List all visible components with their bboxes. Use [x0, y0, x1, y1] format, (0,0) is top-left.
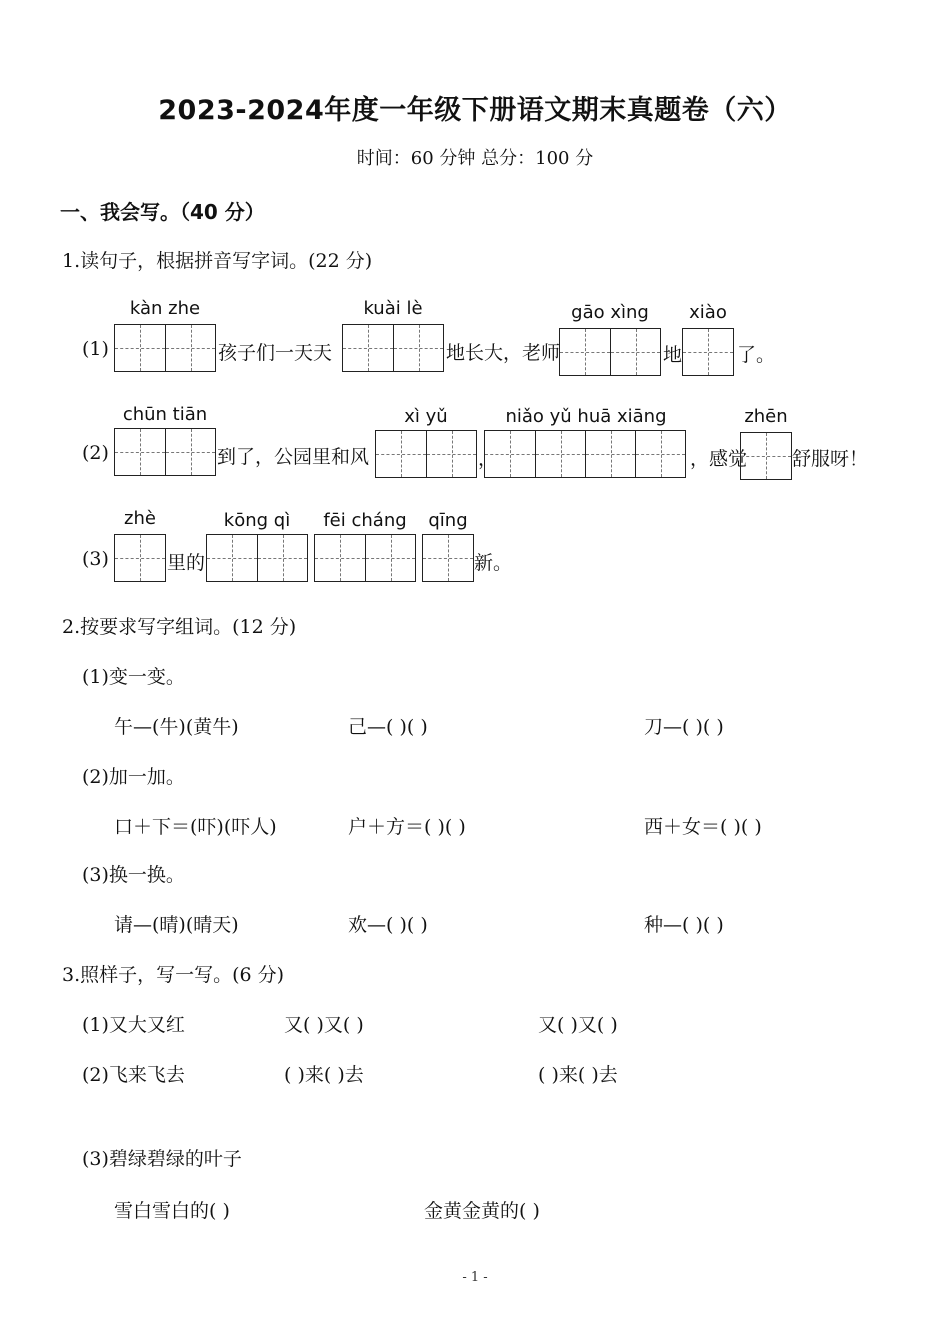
q2-r2-item-1: 口＋下＝(吓)(吓人) — [114, 816, 277, 838]
q1-s2-text-3: ，感觉 — [690, 448, 748, 470]
q1-s2-box-2[interactable] — [375, 430, 477, 478]
q1-s1-pinyin-1: kàn zhe — [129, 298, 201, 319]
q1-s2-pinyin-2: xì yǔ — [404, 406, 448, 427]
q3-sub-3: (3)碧绿碧绿的叶子 — [82, 1148, 242, 1170]
q2-r1-item-3[interactable]: 刀—( )( ) — [644, 716, 724, 738]
q3-r2-blank-1[interactable]: ( )来( )去 — [284, 1064, 364, 1086]
q2-r3-item-2[interactable]: 欢—( )( ) — [348, 914, 428, 936]
q1-s2-number: (2) — [82, 442, 109, 464]
q2-r3-item-1: 请—(晴)(晴天) — [114, 914, 239, 936]
q1-s3-text-1: 里的 — [167, 552, 206, 574]
q2-r3-item-3[interactable]: 种—( )( ) — [644, 914, 724, 936]
q1-s1-text-4: 了。 — [737, 344, 776, 366]
q2-sub-1: (1)变一变。 — [82, 666, 185, 688]
q1-s3-pinyin-4: qīng — [428, 510, 468, 531]
q1-s2-pinyin-1: chūn tiān — [122, 404, 208, 425]
page-title: 2023-2024年度一年级下册语文期末真题卷（六） — [158, 95, 792, 126]
q2-sub-2: (2)加一加。 — [82, 766, 185, 788]
q3-r3-blank-1[interactable]: 雪白雪白的( ) — [114, 1200, 230, 1222]
q1-s2-text-4: 舒服呀！ — [792, 448, 869, 470]
q2-sub-3: (3)换一换。 — [82, 864, 185, 886]
page-number: - 1 - — [462, 1270, 488, 1285]
q1-s2-box-4[interactable] — [740, 432, 792, 480]
q2-r1-item-2[interactable]: 己—( )( ) — [348, 716, 428, 738]
q3-r1-example: (1)又大又红 — [82, 1014, 185, 1036]
q1-s1-text-1: 孩子们一天天 — [218, 342, 333, 364]
q1-s2-box-1[interactable] — [114, 428, 216, 476]
q1-s3-box-2[interactable] — [206, 534, 308, 582]
q1-s1-text-3: 地 — [663, 344, 683, 366]
q1-s1-box-3[interactable] — [559, 328, 661, 376]
q2-r2-item-3[interactable]: 西＋女＝( )( ) — [644, 816, 762, 838]
q1-s1-box-4[interactable] — [682, 328, 734, 376]
q1-s2-box-3[interactable] — [484, 430, 686, 478]
q1-s3-pinyin-2: kōng qì — [223, 510, 291, 531]
q1-s1-box-1[interactable] — [114, 324, 216, 372]
q1-s3-box-1[interactable] — [114, 534, 166, 582]
q1-s2-pinyin-4: zhēn — [744, 406, 788, 427]
q1-s1-pinyin-2: kuài lè — [363, 298, 423, 319]
section-1-heading: 一、我会写。（40 分） — [60, 200, 265, 224]
q1-s1-text-2: 地长大，老师 — [446, 342, 561, 364]
q3-r1-blank-2[interactable]: 又( )又( ) — [538, 1014, 618, 1036]
q1-s3-box-4[interactable] — [422, 534, 474, 582]
exam-meta: 时间：60 分钟 总分：100 分 — [356, 148, 594, 169]
q2-r2-item-2[interactable]: 户＋方＝( )( ) — [348, 816, 466, 838]
q3-r2-blank-2[interactable]: ( )来( )去 — [538, 1064, 618, 1086]
q1-s3-pinyin-1: zhè — [124, 508, 156, 529]
q1-s1-pinyin-3: gāo xìng — [571, 302, 649, 323]
q1-s2-text-2: ， — [478, 448, 498, 470]
q3-r3-blank-2[interactable]: 金黄金黄的( ) — [424, 1200, 540, 1222]
q1-s3-box-3[interactable] — [314, 534, 416, 582]
q1-heading: 1.读句子，根据拼音写字词。(22 分) — [62, 250, 373, 272]
q1-s3-pinyin-3: fēi cháng — [323, 510, 407, 531]
q1-s1-box-2[interactable] — [342, 324, 444, 372]
q3-heading: 3.照样子，写一写。(6 分) — [62, 964, 285, 986]
q3-r2-example: (2)飞来飞去 — [82, 1064, 185, 1086]
q3-r1-blank-1[interactable]: 又( )又( ) — [284, 1014, 364, 1036]
q1-s1-number: (1) — [82, 338, 109, 360]
q1-s3-number: (3) — [82, 548, 109, 570]
q1-s2-text-1: 到了，公园里和风 — [217, 446, 370, 468]
q1-s3-text-4: 新。 — [474, 552, 513, 574]
q2-heading: 2.按要求写字组词。(12 分) — [62, 616, 297, 638]
q2-r1-item-1: 午—(牛)(黄牛) — [114, 716, 239, 738]
q1-s2-pinyin-3: niǎo yǔ huā xiāng — [505, 406, 667, 427]
q1-s1-pinyin-4: xiào — [689, 302, 727, 323]
